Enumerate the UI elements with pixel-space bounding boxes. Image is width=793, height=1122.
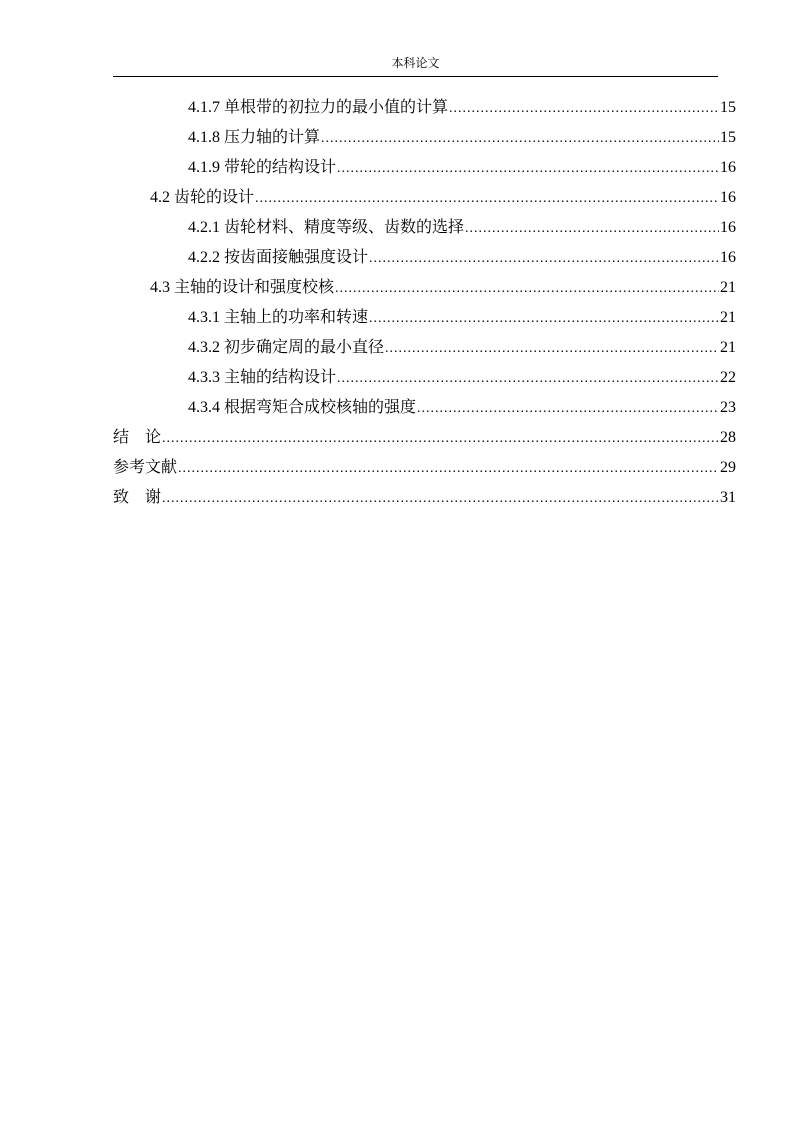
dot-leader — [369, 304, 719, 334]
toc-entry-page: 21 — [720, 279, 736, 296]
toc-entry-label: 参考文献 — [113, 459, 178, 476]
dot-leader — [162, 484, 719, 514]
toc-entry-page: 21 — [720, 339, 736, 356]
dot-leader — [335, 274, 719, 304]
toc-entry-4-3-2[interactable] — [188, 333, 736, 363]
toc-entry-4-3[interactable] — [150, 273, 736, 303]
header-rule — [113, 76, 718, 77]
toc-entry-page: 23 — [720, 399, 736, 416]
page-header — [113, 54, 718, 72]
toc-entry-page: 16 — [720, 219, 736, 236]
toc-entry-4-3-3[interactable] — [188, 363, 736, 393]
toc-entry-label: 4.3 主轴的设计和强度校核 — [150, 279, 335, 296]
toc-entry-label: 4.1.8 压力轴的计算 — [188, 129, 321, 146]
toc-entry-label: 致 谢 — [113, 489, 162, 506]
toc-entry-page: 28 — [720, 429, 736, 446]
dot-leader — [337, 154, 719, 184]
dot-leader — [369, 244, 719, 274]
toc-entry-label: 4.3.2 初步确定周的最小直径 — [188, 339, 385, 356]
dot-leader — [385, 334, 719, 364]
toc-entry-page: 16 — [720, 249, 736, 266]
toc-entry-4-1-7[interactable] — [188, 93, 736, 123]
header-title: 本科论文 — [391, 56, 440, 70]
toc-entry-label: 4.2 齿轮的设计 — [150, 189, 255, 206]
toc-entry-page: 15 — [720, 129, 736, 146]
toc-entry-page: 29 — [720, 459, 736, 476]
toc-entry-label: 4.1.9 带轮的结构设计 — [188, 159, 337, 176]
toc-entry-label: 4.3.3 主轴的结构设计 — [188, 369, 337, 386]
toc-entry-label: 4.3.4 根据弯矩合成校核轴的强度 — [188, 399, 417, 416]
toc-entry-page: 16 — [720, 189, 736, 206]
toc-entry-label: 4.2.2 按齿面接触强度设计 — [188, 249, 369, 266]
toc-entry-label: 结 论 — [113, 429, 162, 446]
toc-entry-4-2[interactable] — [150, 183, 736, 213]
toc-entry-page: 16 — [720, 159, 736, 176]
toc-entry-4-2-2[interactable] — [188, 243, 736, 273]
dot-leader — [417, 394, 719, 424]
toc-entry-page: 22 — [720, 369, 736, 386]
toc-entry-label: 4.3.1 主轴上的功率和转速 — [188, 309, 369, 326]
dot-leader — [465, 214, 719, 244]
toc-entry-4-3-1[interactable] — [188, 303, 736, 333]
toc-entry-4-1-8[interactable] — [188, 123, 736, 153]
toc-entry-acknowledgements[interactable] — [113, 483, 736, 513]
toc-entry-label: 4.1.7 单根带的初拉力的最小值的计算 — [188, 99, 449, 116]
toc-entry-page: 31 — [720, 489, 736, 506]
dot-leader — [255, 184, 719, 214]
toc-entry-label: 4.2.1 齿轮材料、精度等级、齿数的选择 — [188, 219, 465, 236]
toc-entry-page: 21 — [720, 309, 736, 326]
dot-leader — [337, 364, 719, 394]
toc-entry-4-3-4[interactable] — [188, 393, 736, 423]
toc-entry-page: 15 — [720, 99, 736, 116]
dot-leader — [321, 124, 719, 154]
toc-entry-conclusion[interactable] — [113, 423, 736, 453]
toc-entry-4-2-1[interactable] — [188, 213, 736, 243]
toc-entry-4-1-9[interactable] — [188, 153, 736, 183]
toc-entry-references[interactable] — [113, 453, 736, 483]
dot-leader — [162, 424, 719, 454]
dot-leader — [178, 454, 719, 484]
dot-leader — [449, 94, 719, 124]
